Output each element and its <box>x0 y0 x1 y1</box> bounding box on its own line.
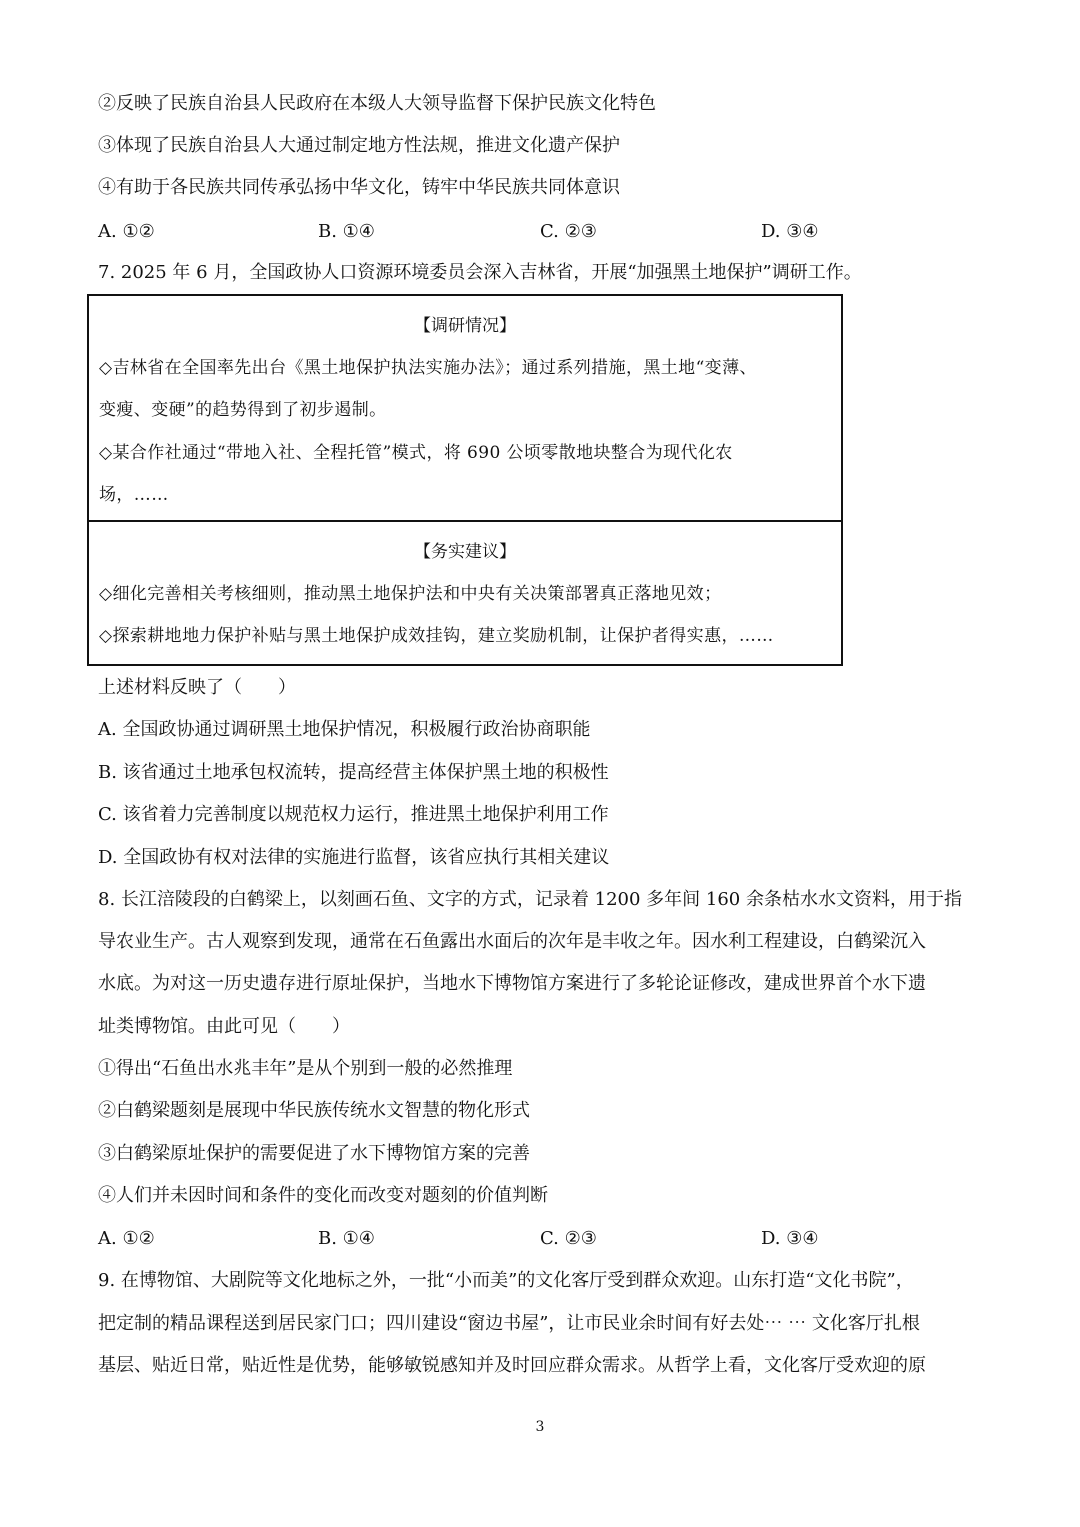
q6-item-2: ②反映了民族自治县人民政府在本级人大领导监督下保护民族文化特色 <box>98 93 656 114</box>
q8-item-2: ②白鹤梁题刻是展现中华民族传统水文智慧的物化形式 <box>98 1100 530 1121</box>
q8-item-1: ①得出“石鱼出水兆丰年”是从个别到一般的必然推理 <box>98 1058 513 1079</box>
q6-options <box>98 220 978 244</box>
q7-stem: 7. 2025 年 6 月，全国政协人口资源环境委员会深入吉林省，开展“加强黑土地保护”调研工作。 <box>98 262 862 283</box>
q6-option-a: A. ①② <box>98 221 155 242</box>
q8-item-4: ④人们并未因时间和条件的变化而改变对题刻的价值判断 <box>98 1185 548 1206</box>
q9-stem-line: 把定制的精品课程送到居民家门口；四川建设“窗边书屋”，让市民业余时间有好去处⋯ ⋯ 文化客厅扎根 <box>98 1313 920 1334</box>
page-number: 3 <box>535 1419 545 1435</box>
q8-option-a: A. ①② <box>98 1228 155 1249</box>
q7-box-divider <box>87 520 843 522</box>
q8-option-b: B. ①④ <box>318 1228 375 1249</box>
q7-question: 上述材料反映了（ ） <box>98 677 296 698</box>
q8-stem-line: 8. 长江涪陵段的白鹤梁上，以刻画石鱼、文字的方式，记录着 1200 多年间 160 余条枯水水文资料，用于指 <box>98 889 962 910</box>
q7-choice-c: C. 该省着力完善制度以规范权力运行，推进黑土地保护利用工作 <box>98 804 609 825</box>
q7-box1-line: ◇吉林省在全国率先出台《黑土地保护执法实施办法》；通过系列措施，黑土地“变薄、 <box>99 358 757 378</box>
q6-option-b: B. ①④ <box>318 221 375 242</box>
q7-choice-b: B. 该省通过土地承包权流转，提高经营主体保护黑土地的积极性 <box>98 762 609 783</box>
q7-choice-d: D. 全国政协有权对法律的实施进行监督，该省应执行其相关建议 <box>98 847 610 868</box>
q8-stem-line: 址类博物馆。由此可见（ ） <box>98 1016 350 1037</box>
q7-box2-title: 【务实建议】 <box>414 542 516 562</box>
q6-option-d: D. ③④ <box>761 221 819 242</box>
q7-box1-line: ◇某合作社通过“带地入社、全程托管”模式，将 690 公顷零散地块整合为现代化农 <box>99 443 733 463</box>
q6-option-c: C. ②③ <box>540 221 597 242</box>
q7-box2-line: ◇细化完善相关考核细则，推动黑土地保护法和中央有关决策部署真正落地见效； <box>99 584 722 604</box>
q7-box1-line: 场，…… <box>99 485 169 505</box>
q8-item-3: ③白鹤梁原址保护的需要促进了水下博物馆方案的完善 <box>98 1143 530 1164</box>
q8-stem-line: 水底。为对这一历史遗存进行原址保护，当地水下博物馆方案进行了多轮论证修改，建成世界首个水下遗 <box>98 973 926 994</box>
q7-material-box <box>87 294 843 666</box>
q6-item-4: ④有助于各民族共同传承弘扬中华文化，铸牢中华民族共同体意识 <box>98 177 620 198</box>
q8-option-c: C. ②③ <box>540 1228 597 1249</box>
q8-options <box>98 1227 978 1251</box>
q7-box2-line: ◇探索耕地地力保护补贴与黑土地保护成效挂钩，建立奖励机制，让保护者得实惠，…… <box>99 626 774 646</box>
q9-stem-line: 9. 在博物馆、大剧院等文化地标之外，一批“小而美”的文化客厅受到群众欢迎。山东打造“文化书院”， <box>98 1270 914 1291</box>
q7-choice-a: A. 全国政协通过调研黑土地保护情况，积极履行政治协商职能 <box>98 719 591 740</box>
q8-option-d: D. ③④ <box>761 1228 819 1249</box>
q7-box1-line: 变瘦、变硬”的趋势得到了初步遏制。 <box>99 400 387 420</box>
q7-box1-title: 【调研情况】 <box>414 316 516 336</box>
q8-stem-line: 导农业生产。古人观察到发现，通常在石鱼露出水面后的次年是丰收之年。因水利工程建设，白鹤梁沉入 <box>98 931 926 952</box>
q9-stem-line: 基层、贴近日常，贴近性是优势，能够敏锐感知并及时回应群众需求。从哲学上看，文化客厅受欢迎的原 <box>98 1355 926 1376</box>
q6-item-3: ③体现了民族自治县人大通过制定地方性法规，推进文化遗产保护 <box>98 135 620 156</box>
